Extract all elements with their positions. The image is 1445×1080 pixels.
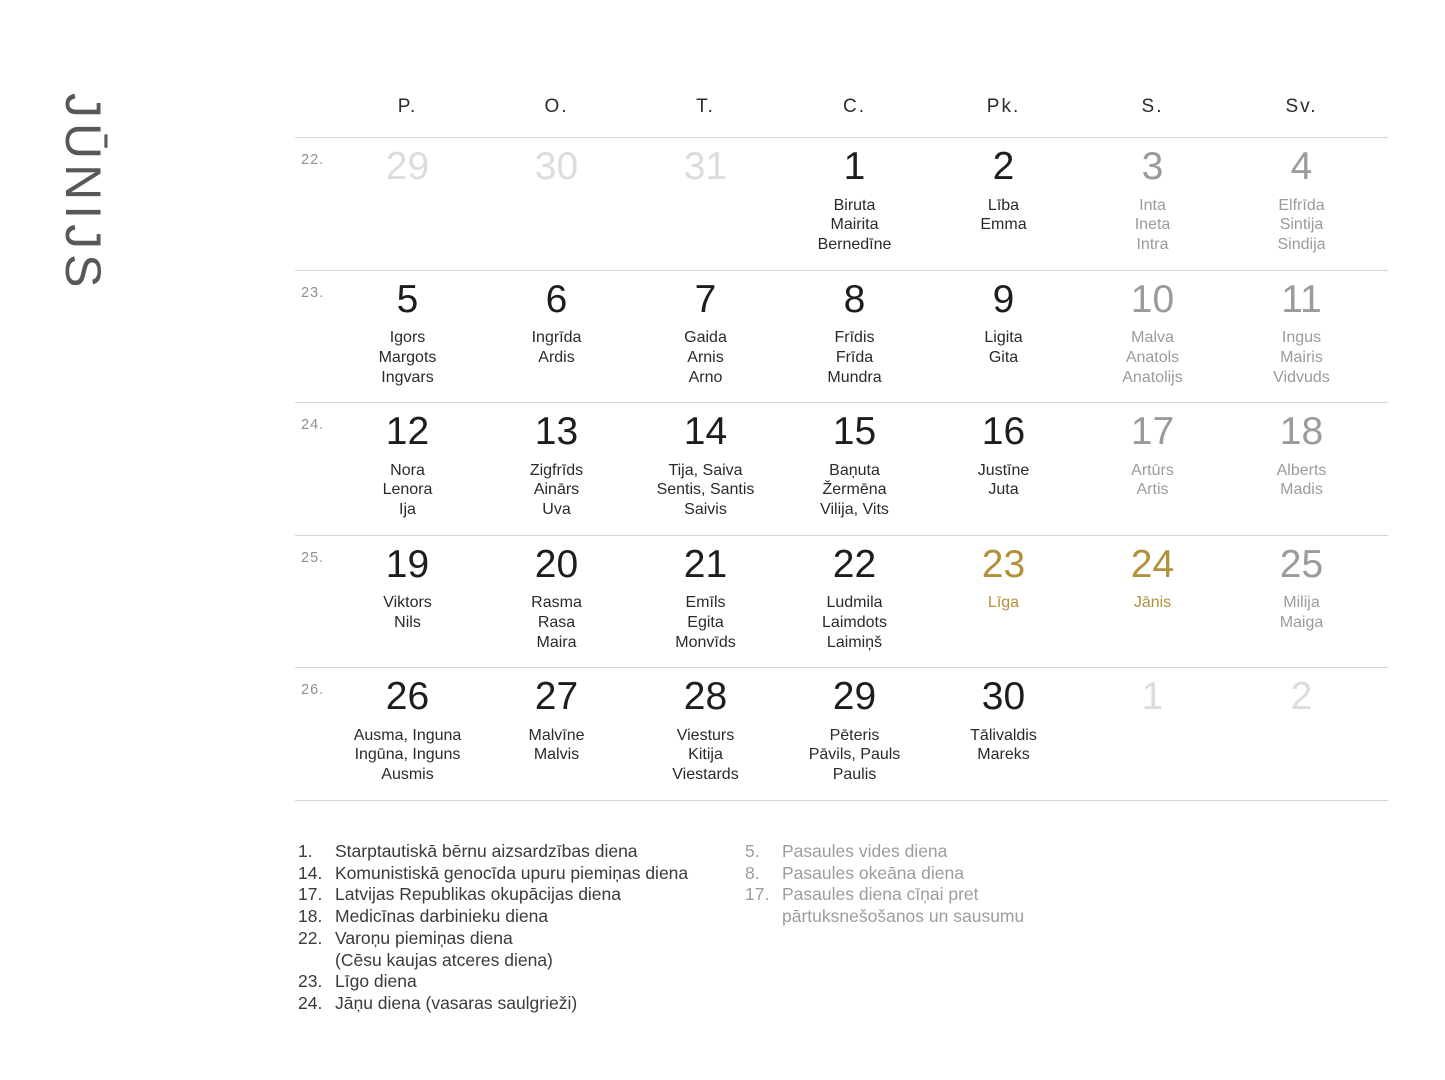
- day-name-days: [333, 593, 482, 632]
- month-title: JŪNIJS: [55, 93, 111, 293]
- week-row: [295, 270, 1388, 403]
- day-cell: [1227, 138, 1376, 255]
- footnote-item: [298, 928, 688, 971]
- name-day-line: Maira: [536, 633, 577, 651]
- day-number: 27: [534, 675, 579, 718]
- day-name-days: [1078, 593, 1227, 613]
- name-day-line: Sentis, Santis: [656, 481, 755, 499]
- footnote-text: [335, 841, 638, 863]
- day-number: 2: [1290, 675, 1313, 718]
- week-row: [295, 535, 1388, 668]
- day-name-days: [1227, 328, 1376, 387]
- name-day-line: Anatols: [1125, 348, 1180, 366]
- day-cell: [929, 668, 1078, 785]
- name-day-line: Līga: [987, 594, 1020, 612]
- name-day-line: Artūrs: [1131, 461, 1174, 479]
- footnote-item: [745, 884, 1024, 927]
- day-cell: [1227, 403, 1376, 520]
- day-number: 13: [534, 410, 579, 453]
- name-day-line: Tālivaldis: [970, 726, 1037, 744]
- day-cell: [929, 403, 1078, 520]
- name-day-line: Milija: [1283, 594, 1320, 612]
- day-cell: [929, 138, 1078, 255]
- name-day-line: Sindija: [1277, 236, 1326, 254]
- day-number: 5: [396, 277, 419, 321]
- footnotes-right-column: [745, 841, 1024, 928]
- footnote-item: [298, 884, 688, 906]
- day-number: 20: [534, 542, 579, 586]
- week-days: [333, 668, 1388, 785]
- day-cell: [631, 138, 780, 255]
- footnote-day-number: 5.: [745, 841, 760, 861]
- name-day-line: Intra: [1136, 236, 1169, 254]
- day-name-days: [929, 328, 1078, 367]
- name-day-line: Malvis: [533, 746, 580, 764]
- footnote-text-line: Medicīnas darbinieku diena: [335, 906, 549, 927]
- name-day-line: Ausma, Inguna: [353, 726, 462, 744]
- footnote-day-number: 8.: [745, 862, 760, 883]
- name-day-line: Alberts: [1276, 461, 1327, 479]
- day-number: 2: [992, 145, 1015, 188]
- name-day-line: Pēteris: [829, 726, 880, 744]
- name-day-line: Ingūna, Inguns: [354, 746, 461, 764]
- weekday-header: T.: [696, 96, 715, 117]
- weekday-header: S.: [1141, 96, 1164, 117]
- name-day-line: Nils: [394, 613, 421, 631]
- day-number: 29: [832, 675, 877, 718]
- footnote-item: [298, 906, 688, 928]
- day-cell: [1078, 403, 1227, 520]
- day-cell: [631, 536, 780, 653]
- week-days: [333, 138, 1388, 255]
- day-name-days: [780, 196, 929, 255]
- name-day-line: Paulis: [832, 766, 877, 784]
- day-number: 4: [1290, 145, 1313, 188]
- weekday-header-row: [333, 96, 1376, 118]
- day-cell: [780, 271, 929, 388]
- day-cell: [780, 403, 929, 520]
- footnote-text-line: Pasaules okeāna diena: [782, 862, 964, 883]
- day-number: 10: [1130, 277, 1175, 321]
- name-day-line: Ingus: [1281, 329, 1322, 347]
- name-day-line: Bernedīne: [817, 236, 892, 254]
- day-name-days: [631, 461, 780, 520]
- day-number: 9: [992, 277, 1015, 321]
- name-day-line: Ingrīda: [531, 329, 582, 347]
- name-day-line: Saivis: [684, 501, 727, 519]
- day-number: 18: [1279, 410, 1324, 453]
- name-day-line: Arnis: [687, 348, 724, 366]
- day-cell: [780, 138, 929, 255]
- day-number: 25: [1279, 542, 1324, 586]
- footnote-day-number: 17.: [745, 884, 770, 905]
- name-day-line: Pāvils, Pauls: [808, 746, 901, 764]
- footnote-text-line: pārtuksnešošanos un sausumu: [782, 906, 1025, 927]
- name-day-line: Ainārs: [533, 481, 580, 499]
- day-cell: [1078, 668, 1227, 785]
- week-number: 22.: [301, 152, 325, 168]
- footnote-day-number: 17.: [298, 884, 323, 905]
- day-number: 1: [1141, 675, 1164, 718]
- footnote-text: [335, 971, 417, 993]
- footnote-text: [782, 841, 947, 863]
- day-cell: [1078, 138, 1227, 255]
- name-day-line: Arno: [688, 368, 723, 386]
- footnote-text: [335, 928, 553, 971]
- name-day-line: Baņuta: [829, 461, 880, 479]
- day-name-days: [780, 726, 929, 785]
- name-day-line: Jānis: [1133, 594, 1172, 612]
- day-number: 29: [385, 145, 430, 188]
- day-name-days: [1227, 196, 1376, 255]
- day-number: 24: [1130, 542, 1175, 586]
- day-number: 12: [385, 410, 430, 453]
- day-number: 28: [683, 675, 728, 718]
- day-name-days: [1227, 593, 1376, 632]
- day-cell: [482, 271, 631, 388]
- name-day-line: Emīls: [685, 594, 726, 612]
- name-day-line: Emma: [980, 216, 1027, 234]
- day-number: 30: [981, 675, 1026, 718]
- day-cell: [929, 271, 1078, 388]
- name-day-line: Gita: [988, 348, 1019, 366]
- day-number: 1: [843, 145, 866, 188]
- day-cell: [1078, 271, 1227, 388]
- name-day-line: Sintija: [1279, 216, 1324, 234]
- name-day-line: Frīdis: [834, 329, 875, 347]
- footnote-item: [298, 993, 688, 1015]
- week-row: [295, 667, 1388, 800]
- name-day-line: Maiga: [1279, 613, 1324, 631]
- footnote-text-line: Latvijas Republikas okupācijas diena: [335, 884, 622, 905]
- name-day-line: Frīda: [835, 348, 874, 366]
- name-day-line: Igors: [389, 329, 426, 347]
- name-day-line: Mundra: [827, 368, 882, 386]
- name-day-line: Kitija: [688, 746, 723, 764]
- day-number: 23: [981, 542, 1026, 586]
- name-day-line: Artis: [1136, 481, 1169, 499]
- name-day-line: Lība: [987, 196, 1020, 214]
- footnote-item: [298, 841, 688, 863]
- week-days: [333, 271, 1388, 388]
- weekday-header: C.: [843, 96, 866, 117]
- footnote-text: [782, 884, 1024, 927]
- day-name-days: [929, 726, 1078, 765]
- footnote-text-line: Jāņu diena (vasaras saulgrieži): [335, 992, 578, 1013]
- week-number: 24.: [301, 417, 325, 433]
- week-days: [333, 536, 1388, 653]
- name-day-line: Egita: [687, 613, 724, 631]
- week-number: 25.: [301, 549, 325, 566]
- day-name-days: [631, 328, 780, 387]
- name-day-line: Biruta: [833, 196, 876, 214]
- day-name-days: [482, 593, 631, 652]
- calendar-grid: [295, 137, 1388, 801]
- name-day-line: Laimiņš: [826, 633, 883, 651]
- day-number: 30: [534, 145, 579, 188]
- footnote-text-line: Pasaules diena cīņai pret: [782, 884, 979, 905]
- day-name-days: [780, 461, 929, 520]
- day-cell: [333, 536, 482, 653]
- day-cell: [482, 403, 631, 520]
- footnote-day-number: 18.: [298, 906, 323, 927]
- footnote-item: [298, 863, 688, 885]
- day-number: 21: [683, 542, 728, 586]
- day-cell: [929, 536, 1078, 653]
- day-cell: [333, 271, 482, 388]
- footnote-text-line: Komunistiskā genocīda upuru piemiņas diena: [335, 862, 689, 883]
- footnotes-left-column: [298, 841, 688, 1015]
- day-number: 26: [385, 675, 430, 718]
- name-day-line: Ludmila: [826, 594, 883, 612]
- footnote-text-line: Starptautiskā bērnu aizsardzības diena: [335, 841, 638, 861]
- name-day-line: Juta: [988, 481, 1019, 499]
- day-cell: [631, 271, 780, 388]
- name-day-line: Ija: [399, 501, 416, 519]
- day-name-days: [333, 461, 482, 520]
- footnote-day-number: 22.: [298, 927, 323, 948]
- day-name-days: [1227, 461, 1376, 500]
- day-cell: [333, 668, 482, 785]
- name-day-line: Madis: [1280, 481, 1323, 499]
- day-name-days: [333, 726, 482, 785]
- footnote-day-number: 23.: [298, 971, 323, 992]
- name-day-line: Ausmis: [381, 766, 434, 784]
- week-row: [295, 137, 1388, 270]
- day-cell: [482, 536, 631, 653]
- name-day-line: Margots: [378, 348, 437, 366]
- name-day-line: Viestards: [672, 766, 739, 784]
- footnote-text-line: Līgo diena: [335, 971, 417, 992]
- name-day-line: Ligita: [984, 329, 1023, 347]
- day-number: 7: [694, 277, 717, 321]
- name-day-line: Mairis: [1280, 348, 1323, 366]
- day-name-days: [482, 726, 631, 765]
- name-day-line: Laimdots: [822, 613, 887, 631]
- day-cell: [333, 138, 482, 255]
- name-day-line: Mairita: [830, 216, 879, 234]
- week-days: [333, 403, 1388, 520]
- day-name-days: [929, 593, 1078, 613]
- name-day-line: Gaida: [684, 329, 727, 347]
- day-name-days: [780, 593, 929, 652]
- day-cell: [1227, 536, 1376, 653]
- day-cell: [482, 668, 631, 785]
- name-day-line: Rasa: [537, 613, 576, 631]
- footnote-text-line: (Cēsu kaujas atceres diena): [335, 949, 553, 970]
- day-cell: [1227, 668, 1376, 785]
- day-number: 17: [1130, 410, 1175, 453]
- footnote-text: [335, 863, 688, 885]
- name-day-line: Uva: [542, 501, 571, 519]
- day-name-days: [929, 196, 1078, 235]
- day-cell: [780, 668, 929, 785]
- day-name-days: [929, 461, 1078, 500]
- week-number: 26.: [301, 682, 325, 698]
- day-name-days: [482, 461, 631, 520]
- day-name-days: [1078, 196, 1227, 255]
- day-cell: [631, 668, 780, 785]
- day-number: 19: [385, 542, 430, 586]
- footnote-day-number: 24.: [298, 992, 323, 1013]
- day-name-days: [1078, 328, 1227, 387]
- footnote-text: [335, 884, 621, 906]
- day-name-days: [482, 328, 631, 367]
- day-number: 15: [832, 410, 877, 453]
- footnote-item: [745, 841, 1024, 863]
- name-day-line: Vilija, Vits: [820, 501, 889, 519]
- day-number: 22: [832, 542, 877, 586]
- day-name-days: [631, 593, 780, 652]
- name-day-line: Monvīds: [675, 633, 736, 651]
- name-day-line: Elfrīda: [1278, 196, 1325, 214]
- weekday-header: O.: [544, 96, 569, 117]
- name-day-line: Anatolijs: [1122, 368, 1183, 386]
- name-day-line: Viesturs: [676, 726, 735, 744]
- day-name-days: [631, 726, 780, 785]
- week-row: [295, 402, 1388, 535]
- name-day-line: Vidvuds: [1273, 368, 1330, 386]
- footnote-text: [782, 863, 964, 885]
- day-number: 8: [843, 277, 866, 321]
- day-number: 16: [981, 410, 1026, 453]
- name-day-line: Tija, Saiva: [668, 461, 743, 479]
- day-number: 11: [1281, 277, 1322, 321]
- footnote-day-number: 1.: [298, 841, 313, 861]
- day-cell: [1227, 271, 1376, 388]
- day-number: 31: [683, 145, 728, 188]
- footnote-text: [335, 993, 577, 1015]
- name-day-line: Justīne: [977, 461, 1030, 479]
- day-number: 14: [683, 410, 728, 453]
- week-number: 23.: [301, 284, 325, 301]
- name-day-line: Malvīne: [528, 726, 585, 744]
- weekday-header: P.: [397, 96, 418, 117]
- footnote-item: [298, 971, 688, 993]
- name-day-line: Mareks: [977, 746, 1030, 764]
- name-day-line: Ineta: [1134, 216, 1171, 234]
- day-name-days: [1078, 461, 1227, 500]
- name-day-line: Malva: [1131, 329, 1174, 347]
- name-day-line: Lenora: [382, 481, 433, 499]
- day-cell: [1078, 536, 1227, 653]
- name-day-line: Rasma: [531, 594, 582, 612]
- weekday-header: Pk.: [986, 96, 1021, 117]
- name-day-line: Žermēna: [822, 481, 887, 499]
- day-name-days: [780, 328, 929, 387]
- footnote-text: [335, 906, 548, 928]
- name-day-line: Zigfrīds: [529, 461, 584, 479]
- footnote-item: [745, 863, 1024, 885]
- name-day-line: Inta: [1139, 196, 1166, 214]
- day-name-days: [333, 328, 482, 387]
- name-day-line: Ingvars: [381, 368, 434, 386]
- day-number: 6: [545, 277, 568, 321]
- footnote-day-number: 14.: [298, 862, 323, 883]
- name-day-line: Nora: [390, 461, 425, 479]
- day-cell: [631, 403, 780, 520]
- day-cell: [482, 138, 631, 255]
- weekday-header: Sv.: [1285, 96, 1318, 117]
- day-cell: [780, 536, 929, 653]
- day-cell: [333, 403, 482, 520]
- day-number: 3: [1141, 145, 1164, 188]
- footnote-text-line: Pasaules vides diena: [782, 841, 948, 861]
- footnote-text-line: Varoņu piemiņas diena: [335, 927, 513, 948]
- name-day-line: Viktors: [383, 594, 432, 612]
- name-day-line: Ardis: [538, 348, 575, 366]
